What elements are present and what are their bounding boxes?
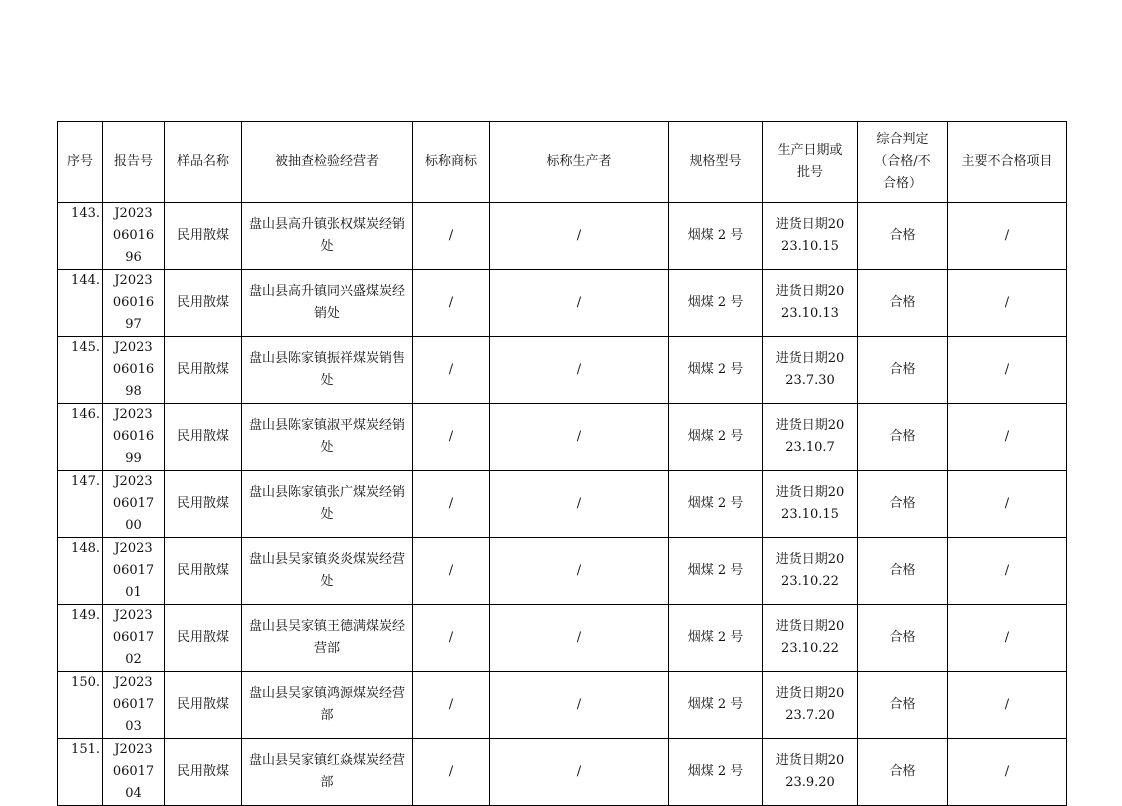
trademark-cell: / — [413, 404, 490, 471]
seq-cell: 148. — [58, 538, 103, 605]
operator-text: 盘山县吴家镇鸿源煤炭经营部 — [248, 686, 405, 723]
production-date-text: 进货日期2023.10.15 — [775, 217, 845, 254]
report-no-cell — [103, 739, 165, 806]
production-date-cell — [763, 270, 858, 337]
judgement-cell: 合格 — [858, 203, 948, 270]
header-production-date-label: 生产日期或批号 — [777, 143, 843, 180]
header-production-date — [763, 122, 858, 203]
table-row — [58, 404, 1067, 471]
operator-text: 盘山县吴家镇红焱煤炭经营部 — [248, 753, 405, 790]
header-sample-name: 样品名称 — [165, 122, 242, 203]
header-judgement — [858, 122, 948, 203]
table-row — [58, 605, 1067, 672]
operator-text: 盘山县陈家镇张广煤炭经销处 — [248, 485, 405, 522]
report-no-cell — [103, 404, 165, 471]
spec-cell: 烟煤 2 号 — [669, 605, 763, 672]
table-row — [58, 672, 1067, 739]
operator-cell — [242, 203, 413, 270]
operator-text: 盘山县高升镇同兴盛煤炭经销处 — [248, 284, 405, 321]
report-no-cell — [103, 270, 165, 337]
production-date-cell — [763, 404, 858, 471]
header-operator: 被抽查检验经营者 — [242, 122, 413, 203]
operator-cell — [242, 739, 413, 806]
table-header — [58, 122, 1067, 203]
producer-cell: / — [490, 270, 669, 337]
trademark-cell: / — [413, 538, 490, 605]
header-seq: 序号 — [58, 122, 103, 203]
unqualified-items-cell: / — [948, 471, 1067, 538]
judgement-cell: 合格 — [858, 404, 948, 471]
header-report-no: 报告号 — [103, 122, 165, 203]
header-judgement-label: 综合判定（合格/不合格） — [874, 132, 931, 191]
report-no-text: J20230601702 — [112, 608, 155, 667]
production-date-text: 进货日期2023.10.13 — [775, 284, 845, 321]
report-no-text: J20230601696 — [112, 206, 155, 265]
trademark-cell: / — [413, 337, 490, 404]
report-no-text: J20230601697 — [112, 273, 155, 332]
unqualified-items-cell: / — [948, 270, 1067, 337]
producer-cell: / — [490, 404, 669, 471]
header-spec: 规格型号 — [669, 122, 763, 203]
report-no-cell — [103, 337, 165, 404]
operator-text: 盘山县高升镇张权煤炭经销处 — [248, 217, 405, 254]
report-no-cell — [103, 203, 165, 270]
report-no-cell — [103, 672, 165, 739]
spec-cell: 烟煤 2 号 — [669, 471, 763, 538]
table-row — [58, 270, 1067, 337]
producer-cell: / — [490, 672, 669, 739]
production-date-text: 进货日期2023.10.7 — [775, 418, 845, 455]
seq-cell: 146. — [58, 404, 103, 471]
operator-text: 盘山县吴家镇王德满煤炭经营部 — [248, 619, 405, 656]
judgement-cell: 合格 — [858, 739, 948, 806]
report-no-cell — [103, 538, 165, 605]
producer-cell: / — [490, 337, 669, 404]
judgement-cell: 合格 — [858, 538, 948, 605]
report-no-text: J20230601698 — [112, 340, 155, 399]
seq-cell: 143. — [58, 203, 103, 270]
report-no-text: J20230601699 — [112, 407, 155, 466]
operator-text: 盘山县陈家镇淑平煤炭经销处 — [248, 418, 405, 455]
seq-cell: 145. — [58, 337, 103, 404]
table-row — [58, 538, 1067, 605]
trademark-cell: / — [413, 270, 490, 337]
table-body — [58, 203, 1067, 806]
report-no-text: J20230601703 — [112, 675, 155, 734]
operator-cell — [242, 605, 413, 672]
production-date-text: 进货日期2023.10.15 — [775, 485, 845, 522]
production-date-text: 进货日期2023.7.30 — [775, 351, 845, 388]
unqualified-items-cell: / — [948, 672, 1067, 739]
trademark-cell: / — [413, 471, 490, 538]
unqualified-items-cell: / — [948, 538, 1067, 605]
producer-cell: / — [490, 203, 669, 270]
table-row — [58, 337, 1067, 404]
producer-cell: / — [490, 471, 669, 538]
seq-cell: 147. — [58, 471, 103, 538]
judgement-cell: 合格 — [858, 471, 948, 538]
sample-name-cell: 民用散煤 — [165, 203, 242, 270]
spec-cell: 烟煤 2 号 — [669, 337, 763, 404]
inspection-results-table — [57, 121, 1067, 806]
seq-cell: 149. — [58, 605, 103, 672]
report-no-cell — [103, 471, 165, 538]
trademark-cell: / — [413, 672, 490, 739]
header-unqualified-items: 主要不合格项目 — [948, 122, 1067, 203]
sample-name-cell: 民用散煤 — [165, 471, 242, 538]
report-no-text: J20230601700 — [112, 474, 155, 533]
spec-cell: 烟煤 2 号 — [669, 404, 763, 471]
seq-cell: 150. — [58, 672, 103, 739]
seq-cell: 151. — [58, 739, 103, 806]
operator-cell — [242, 471, 413, 538]
spec-cell: 烟煤 2 号 — [669, 203, 763, 270]
header-trademark: 标称商标 — [413, 122, 490, 203]
unqualified-items-cell: / — [948, 739, 1067, 806]
seq-cell: 144. — [58, 270, 103, 337]
unqualified-items-cell: / — [948, 605, 1067, 672]
spec-cell: 烟煤 2 号 — [669, 538, 763, 605]
table-row — [58, 203, 1067, 270]
judgement-cell: 合格 — [858, 672, 948, 739]
production-date-cell — [763, 337, 858, 404]
trademark-cell: / — [413, 739, 490, 806]
production-date-cell — [763, 672, 858, 739]
production-date-cell — [763, 203, 858, 270]
spec-cell: 烟煤 2 号 — [669, 672, 763, 739]
operator-text: 盘山县吴家镇炎炎煤炭经营处 — [248, 552, 405, 589]
report-no-text: J20230601704 — [112, 742, 155, 801]
spec-cell: 烟煤 2 号 — [669, 270, 763, 337]
unqualified-items-cell: / — [948, 203, 1067, 270]
operator-text: 盘山县陈家镇振祥煤炭销售处 — [248, 351, 405, 388]
operator-cell — [242, 672, 413, 739]
production-date-cell — [763, 471, 858, 538]
table-row — [58, 471, 1067, 538]
operator-cell — [242, 538, 413, 605]
producer-cell: / — [490, 538, 669, 605]
production-date-cell — [763, 538, 858, 605]
sample-name-cell: 民用散煤 — [165, 337, 242, 404]
unqualified-items-cell: / — [948, 337, 1067, 404]
sample-name-cell: 民用散煤 — [165, 672, 242, 739]
header-row — [58, 122, 1067, 203]
production-date-cell — [763, 739, 858, 806]
table-row — [58, 739, 1067, 806]
trademark-cell: / — [413, 605, 490, 672]
operator-cell — [242, 404, 413, 471]
production-date-text: 进货日期2023.7.20 — [775, 686, 845, 723]
header-producer: 标称生产者 — [490, 122, 669, 203]
judgement-cell: 合格 — [858, 337, 948, 404]
spec-cell: 烟煤 2 号 — [669, 739, 763, 806]
sample-name-cell: 民用散煤 — [165, 404, 242, 471]
production-date-text: 进货日期2023.10.22 — [775, 552, 845, 589]
judgement-cell: 合格 — [858, 605, 948, 672]
producer-cell: / — [490, 605, 669, 672]
sample-name-cell: 民用散煤 — [165, 270, 242, 337]
producer-cell: / — [490, 739, 669, 806]
operator-cell — [242, 270, 413, 337]
unqualified-items-cell: / — [948, 404, 1067, 471]
operator-cell — [242, 337, 413, 404]
sample-name-cell: 民用散煤 — [165, 605, 242, 672]
production-date-text: 进货日期2023.10.22 — [775, 619, 845, 656]
production-date-cell — [763, 605, 858, 672]
sample-name-cell: 民用散煤 — [165, 739, 242, 806]
production-date-text: 进货日期2023.9.20 — [775, 753, 845, 790]
trademark-cell: / — [413, 203, 490, 270]
judgement-cell: 合格 — [858, 270, 948, 337]
sample-name-cell: 民用散煤 — [165, 538, 242, 605]
report-no-text: J20230601701 — [112, 541, 155, 600]
report-no-cell — [103, 605, 165, 672]
